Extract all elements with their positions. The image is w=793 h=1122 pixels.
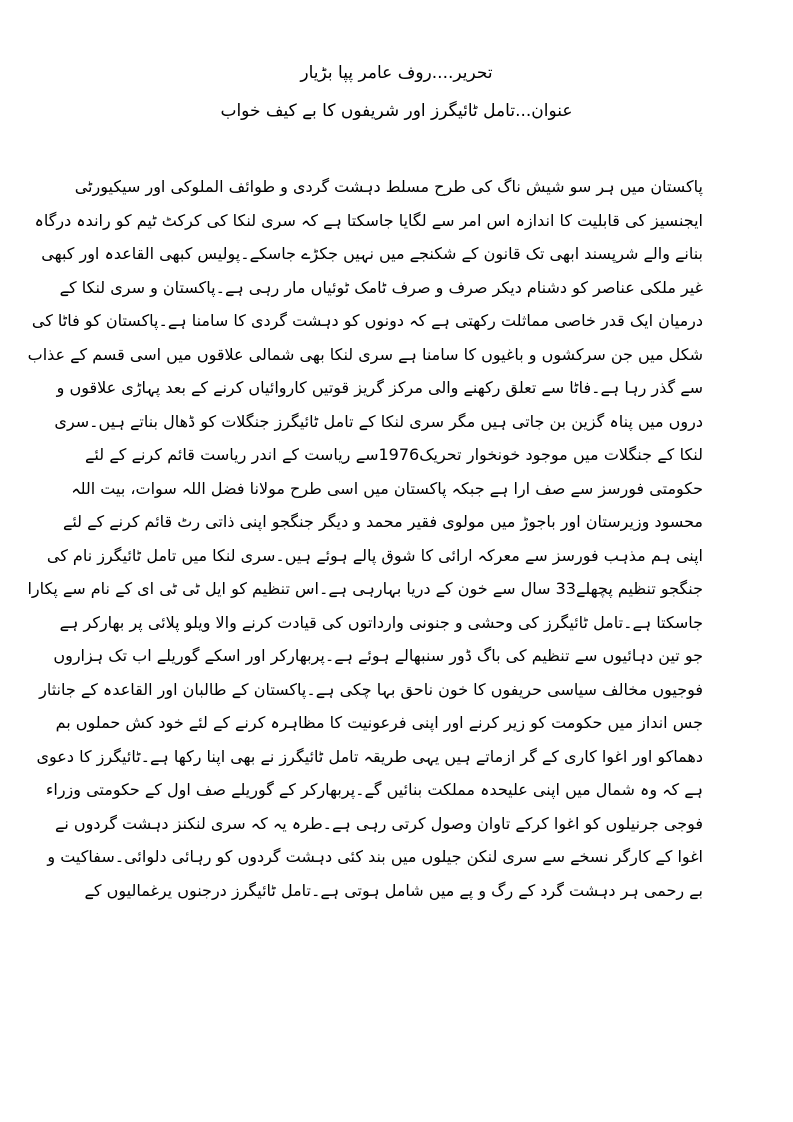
body-line: جس انداز میں حکومت کو زیر کرنے اور اپنی فرعونیت کا مظاہرہ کرنے کے لئے خود کش حملوں بم (55, 713, 703, 732)
body-line: ہے کہ وہ شمال میں اپنی علیحدہ مملکت بنائیں گے۔پربھارکر کے گوریلے صف اول کے حکومتی وزراء (45, 780, 703, 799)
article-body (27, 170, 704, 907)
article-title: عنوان...تامل ٹائیگرز اور شریفوں کا بے کیف خواب (220, 101, 573, 121)
body-line: جنگجو تنظیم پچھلے33 سال سے خون کے دریا بہارہی ہے۔اس تنظیم کو ایل ٹی ٹی ای کے نام سے پکارا (27, 579, 703, 598)
body-line: اپنی ہم مذہب فورسز سے معرکہ ارائی کا شوق پالے ہوئے ہیں۔سری لنکا میں تامل ٹائیگرز نام کی (46, 545, 703, 565)
body-line: غیر ملکی عناصر کو دشنام دیکر صرف و صرف ٹامک ٹوئیاں مار رہی ہے۔پاکستان و سری لنکا کے (59, 277, 703, 297)
body-line: فوجیوں مخالف سیاسی حریفوں کا خون ناحق بہا چکی ہے۔پاکستان کے طالبان اور القاعدہ کے جانثار (39, 679, 703, 699)
body-line: اغوا کے کارگر نسخے سے سری لنکن جیلوں میں بند کئی دہشت گردوں کو رہائی دلوائی۔سفاکیت و (47, 847, 703, 866)
body-line: شکل میں جن سرکشوں و باغیوں کا سامنا ہے سری لنکا بھی شمالی علاقوں میں اسی قسم کے عذاب (27, 344, 703, 364)
body-line: دروں میں پناہ گزین بن جاتی ہیں مگر سری لنکا کے تامل ٹائیگرز جنگلات کو ڈھال بناتے ہیں۔سری (54, 411, 703, 431)
body-line: فوجی جرنیلوں کو اغوا کرکے تاوان وصول کرتی رہی ہے۔طرہ یہ کہ سری لنکنز دہشت گردوں نے (55, 813, 703, 833)
body-line: محسود وزیرستان اور باجوڑ میں مولوی فقیر محمد و دیگر جنگجو اپنی ذاتی رٹ قائم کرنے کے لئے (62, 512, 703, 531)
author-line: تحریر....روف عامر پپا بڑیار (300, 63, 493, 83)
body-line: جاسکتا ہے۔تامل ٹائیگرز کی وحشی و جنونی وارداتوں کی قیادت کرنے والا ویلو پلائی پر بھارکر ہے (59, 612, 703, 632)
body-line: جو تین دہائیوں سے تنظیم کی باگ ڈور سنبھالے ہوئے ہے۔پربھارکر اور اسکے گوریلے اب تک ہزاروں (53, 646, 703, 665)
body-line: حکومتی فورسز سے صف ارا ہے جبکہ پاکستان میں اسی طرح مولانا فضل اللہ سوات، بیت اللہ (71, 478, 703, 498)
body-line: لنکا کے جنگلات میں موجود خونخوار تحریک1976سے ریاست کے اندر ریاست قائم کرنے کے لئے (85, 445, 704, 464)
body-line: درمیان ایک قدر خاصی مماثلت رکھتی ہے کہ دونوں کو دہشت گردی کا سامنا ہے۔پاکستان کو فاٹا کی (31, 311, 703, 330)
body-line: پاکستان میں ہر سو شیش ناگ کی طرح مسلط دہشت گردی و طوائف الملوکی اور سیکیورٹی (74, 177, 703, 196)
body-line: بنانے والے شرپسند ابھی تک قانون کے شکنجے میں نہیں جکڑے جاسکے۔پولیس کبھی القاعدہ اور کبھی (41, 244, 703, 263)
body-line: سے گذر رہا ہے۔فاٹا سے تعلق رکھنے والی مرکز گریز قوتیں کاروائیاں کرنے کے بعد پہاڑی علاقوں و (56, 378, 703, 397)
body-line: ایجنسیز کی قابلیت کا اندازہ اس امر سے لگایا جاسکتا ہے کہ سری لنکا کی کرکٹ ٹیم کو راندہ درگاہ (34, 210, 703, 230)
body-line: دھماکو اور اغوا کاری کے گر ازماتے ہیں یہی طریقہ تامل ٹائیگرز نے بھی اپنا رکھا ہے۔ٹائیگرز کا دعوی (36, 746, 703, 766)
body-line: بے رحمی ہر دہشت گرد کے رگ و پے میں شامل ہوتی ہے۔تامل ٹائیگرز درجنوں یرغمالیوں کے (84, 880, 703, 900)
